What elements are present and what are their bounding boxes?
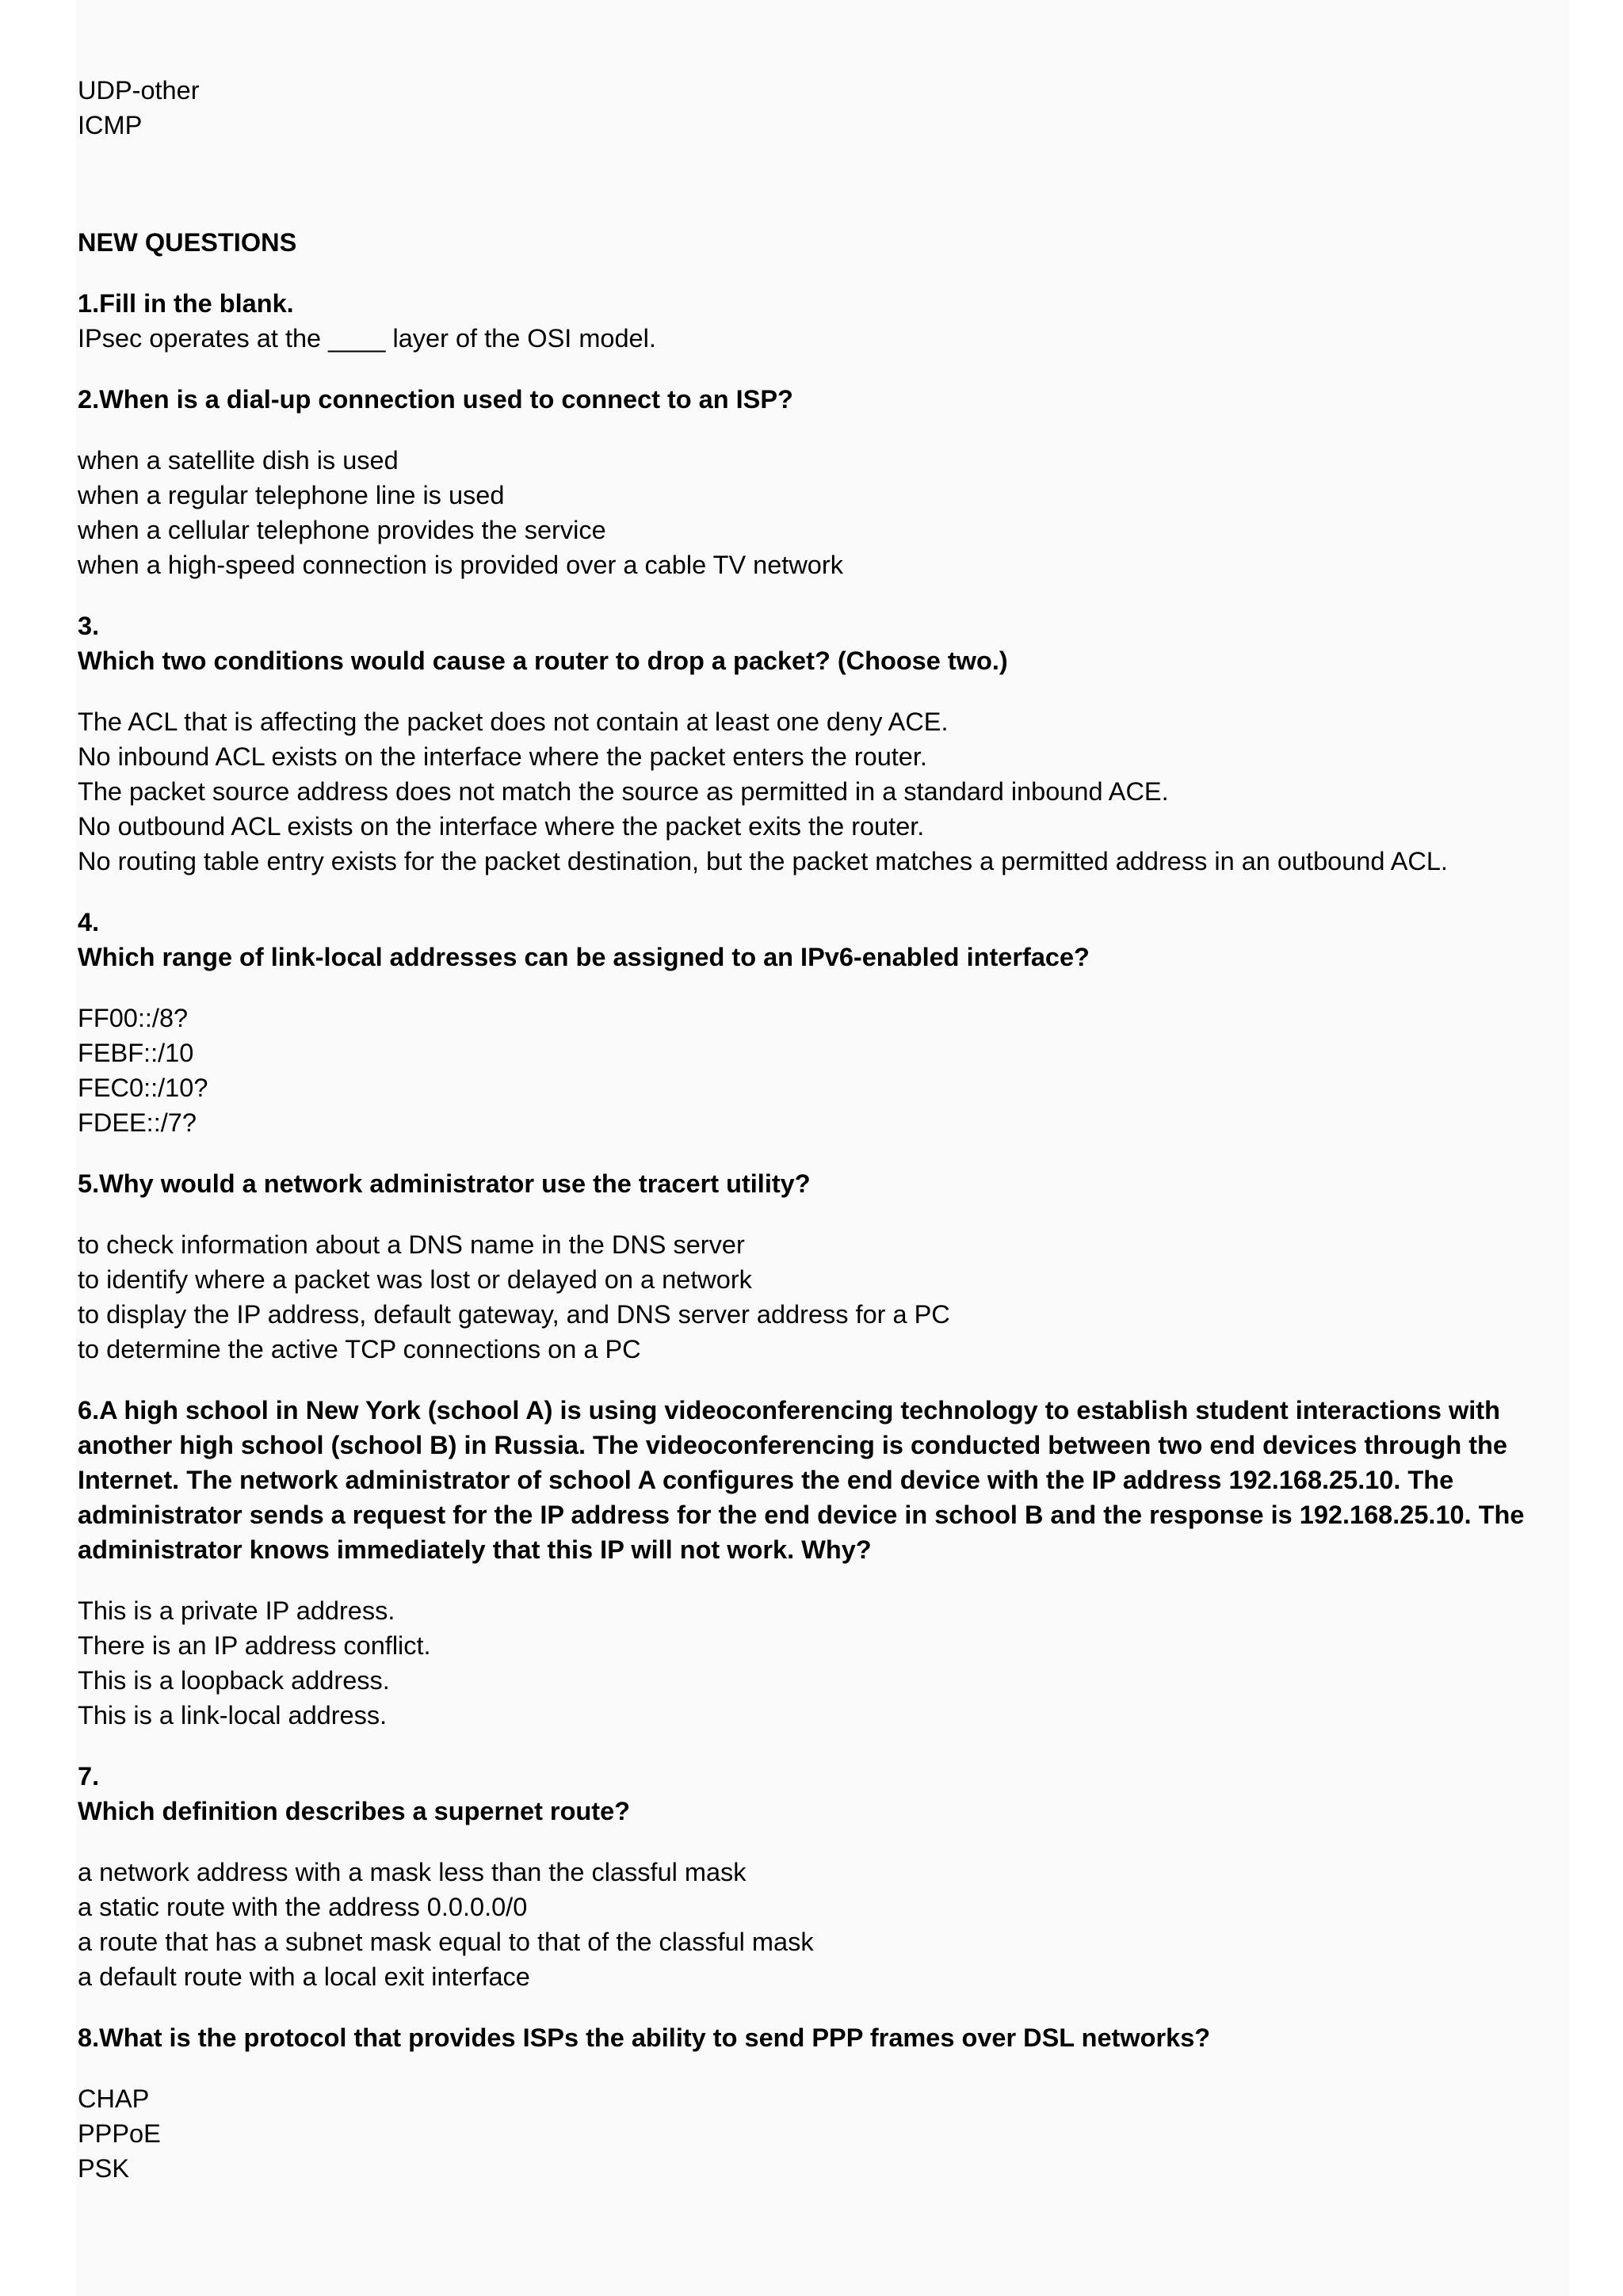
answer-option: PPPoE bbox=[78, 2119, 161, 2148]
question-title: 5.Why would a network administrator use the tracert utility? bbox=[78, 1169, 811, 1198]
question-title: 2.When is a dial-up connection used to connect to an ISP? bbox=[78, 385, 793, 414]
question-title: 1.Fill in the blank. bbox=[78, 289, 294, 318]
answer-option: This is a loopback address. bbox=[78, 1666, 390, 1695]
answer-option: to identify where a packet was lost or delayed on a network bbox=[78, 1265, 752, 1294]
question-number: 3. bbox=[78, 612, 100, 640]
intro-line: UDP-other bbox=[78, 76, 200, 105]
answer-option: PSK bbox=[78, 2154, 130, 2183]
answer-option: a static route with the address 0.0.0.0/0 bbox=[78, 1893, 528, 1921]
question-text: IPsec operates at the ____ layer of the OSI model. bbox=[78, 324, 656, 353]
answer-option: There is an IP address conflict. bbox=[78, 1631, 431, 1660]
answer-option: FDEE::/7? bbox=[78, 1108, 197, 1137]
answer-option: This is a private IP address. bbox=[78, 1596, 395, 1625]
question-title: Which range of link-local addresses can be assigned to an IPv6-enabled interface? bbox=[78, 943, 1090, 971]
answer-option: FEBF::/10 bbox=[78, 1039, 194, 1067]
answer-option: a route that has a subnet mask equal to that of the classful mask bbox=[78, 1928, 814, 1956]
answer-option: when a regular telephone line is used bbox=[78, 481, 505, 509]
answer-option: CHAP bbox=[78, 2084, 150, 2113]
question-title-line: administrator knows immediately that this IP will not work. Why? bbox=[78, 1535, 872, 1564]
section-heading: NEW QUESTIONS bbox=[78, 228, 297, 257]
answer-option: The packet source address does not match the source as permitted in a standard inbound ACE. bbox=[78, 777, 1169, 806]
question-title: Which definition describes a supernet route? bbox=[78, 1797, 631, 1825]
answer-option: when a cellular telephone provides the service bbox=[78, 516, 606, 544]
intro-line: ICMP bbox=[78, 111, 143, 139]
answer-option: No outbound ACL exists on the interface where the packet exits the router. bbox=[78, 812, 925, 841]
answer-option: a default route with a local exit interface bbox=[78, 1962, 530, 1991]
answer-option: a network address with a mask less than the classful mask bbox=[78, 1858, 747, 1886]
answer-option: No inbound ACL exists on the interface where the packet enters the router. bbox=[78, 742, 927, 771]
answer-option: FF00::/8? bbox=[78, 1004, 189, 1032]
answer-option: to determine the active TCP connections on a PC bbox=[78, 1335, 641, 1363]
answer-option: FEC0::/10? bbox=[78, 1074, 208, 1102]
answer-option: to check information about a DNS name in the DNS server bbox=[78, 1230, 745, 1259]
answer-option: No routing table entry exists for the packet destination, but the packet matches a permitted address in an outbound ACL. bbox=[78, 847, 1448, 875]
question-number: 7. bbox=[78, 1762, 100, 1791]
question-number: 4. bbox=[78, 908, 100, 936]
question-title-line: another high school (school B) in Russia. The videoconferencing is conducted between two end devices through the bbox=[78, 1431, 1507, 1459]
question-title: Which two conditions would cause a router to drop a packet? (Choose two.) bbox=[78, 646, 1008, 675]
answer-option: when a high-speed connection is provided over a cable TV network bbox=[78, 551, 843, 579]
question-title-line: administrator sends a request for the IP address for the end device in school B and the response is 192.168.25.10. The bbox=[78, 1501, 1525, 1529]
answer-option: to display the IP address, default gateway, and DNS server address for a PC bbox=[78, 1300, 950, 1329]
answer-option: when a satellite dish is used bbox=[78, 446, 399, 475]
answer-option: This is a link-local address. bbox=[78, 1701, 388, 1730]
question-title-line: Internet. The network administrator of school A configures the end device with the IP address 192.168.25.10. The bbox=[78, 1466, 1454, 1494]
answer-option: The ACL that is affecting the packet does not contain at least one deny ACE. bbox=[78, 707, 949, 736]
question-title: 8.What is the protocol that provides ISPs the ability to send PPP frames over DSL networks? bbox=[78, 2023, 1211, 2052]
question-title-line: 6.A high school in New York (school A) is using videoconferencing technology to establish student interactions with bbox=[78, 1396, 1500, 1425]
